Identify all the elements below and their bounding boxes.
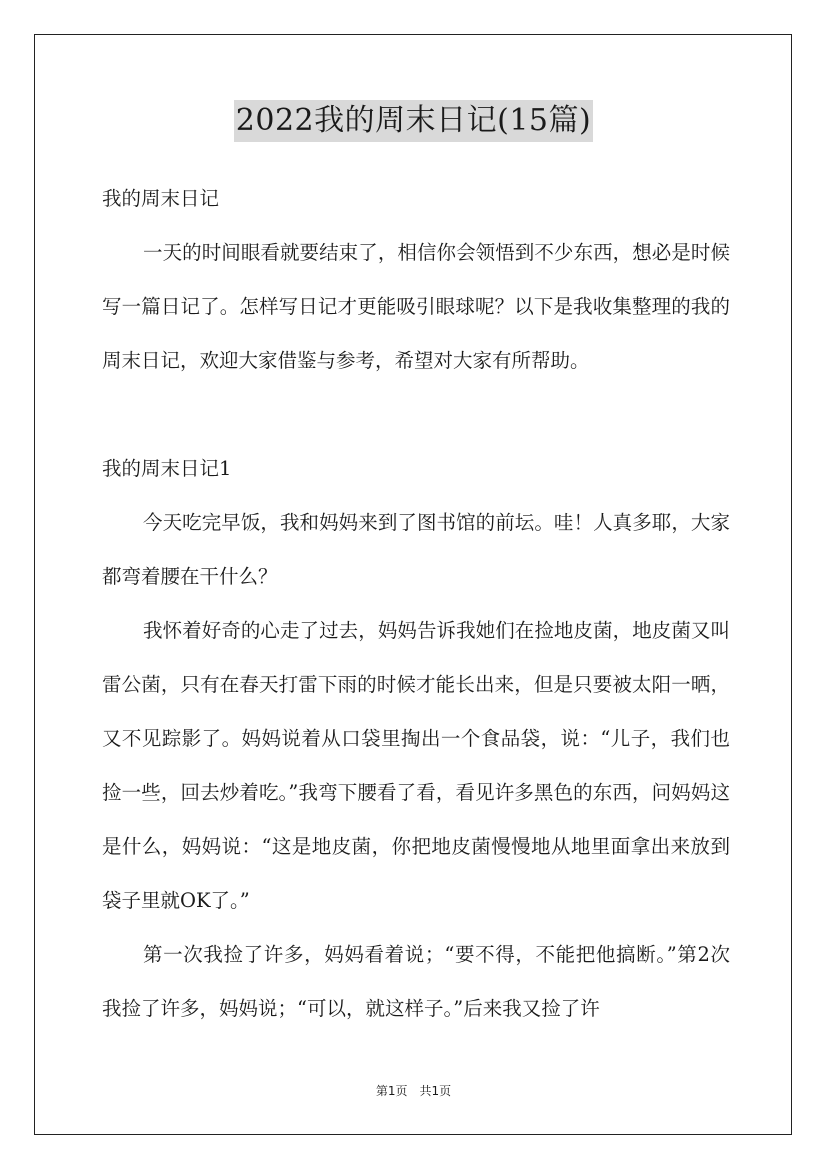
body-paragraph-2: 我怀着好奇的心走了过去，妈妈告诉我她们在捡地皮菌，地皮菌又叫雷公菌，只有在春天打雷下雨的时候才能长出来，但是只要被太阳一晒，又不见踪影了。妈妈说着从口袋里掏出一个食品袋，说：“儿子，我们也捡一些，回去炒着吃。”我弯下腰看了看，看见许多黑色的东西，问妈妈这是什么，妈妈说：“这是地皮菌，你把地皮菌慢慢地从地里面拿出来放到袋子里就OK了。” xyxy=(102,619,730,912)
title-container xyxy=(0,100,827,142)
page-number-total: 共1页 xyxy=(419,1084,452,1098)
document-title: 2022我的周末日记(15篇) xyxy=(234,100,593,142)
page-footer xyxy=(0,1082,827,1100)
body-paragraph-3: 第一次我捡了许多，妈妈看着说；“要不得，不能把他搞断。”第2次我捡了许多，妈妈说；“可以，就这样子。”后来我又捡了许 xyxy=(102,943,730,1020)
section-heading: 我的周末日记 xyxy=(102,187,220,210)
document-body xyxy=(102,172,730,1036)
intro-paragraph: 一天的时间眼看就要结束了，相信你会领悟到不少东西，想必是时候写一篇日记了。怎样写日记才更能吸引眼球呢？以下是我收集整理的我的周末日记，欢迎大家借鉴与参考，希望对大家有所帮助。 xyxy=(102,241,730,372)
body-paragraph-1: 今天吃完早饭，我和妈妈来到了图书馆的前坛。哇！人真多耶，大家都弯着腰在干什么？ xyxy=(102,511,730,588)
paragraph-spacer xyxy=(102,388,730,442)
page-number-current: 第1页 xyxy=(375,1084,408,1098)
entry-heading: 我的周末日记1 xyxy=(102,457,232,480)
